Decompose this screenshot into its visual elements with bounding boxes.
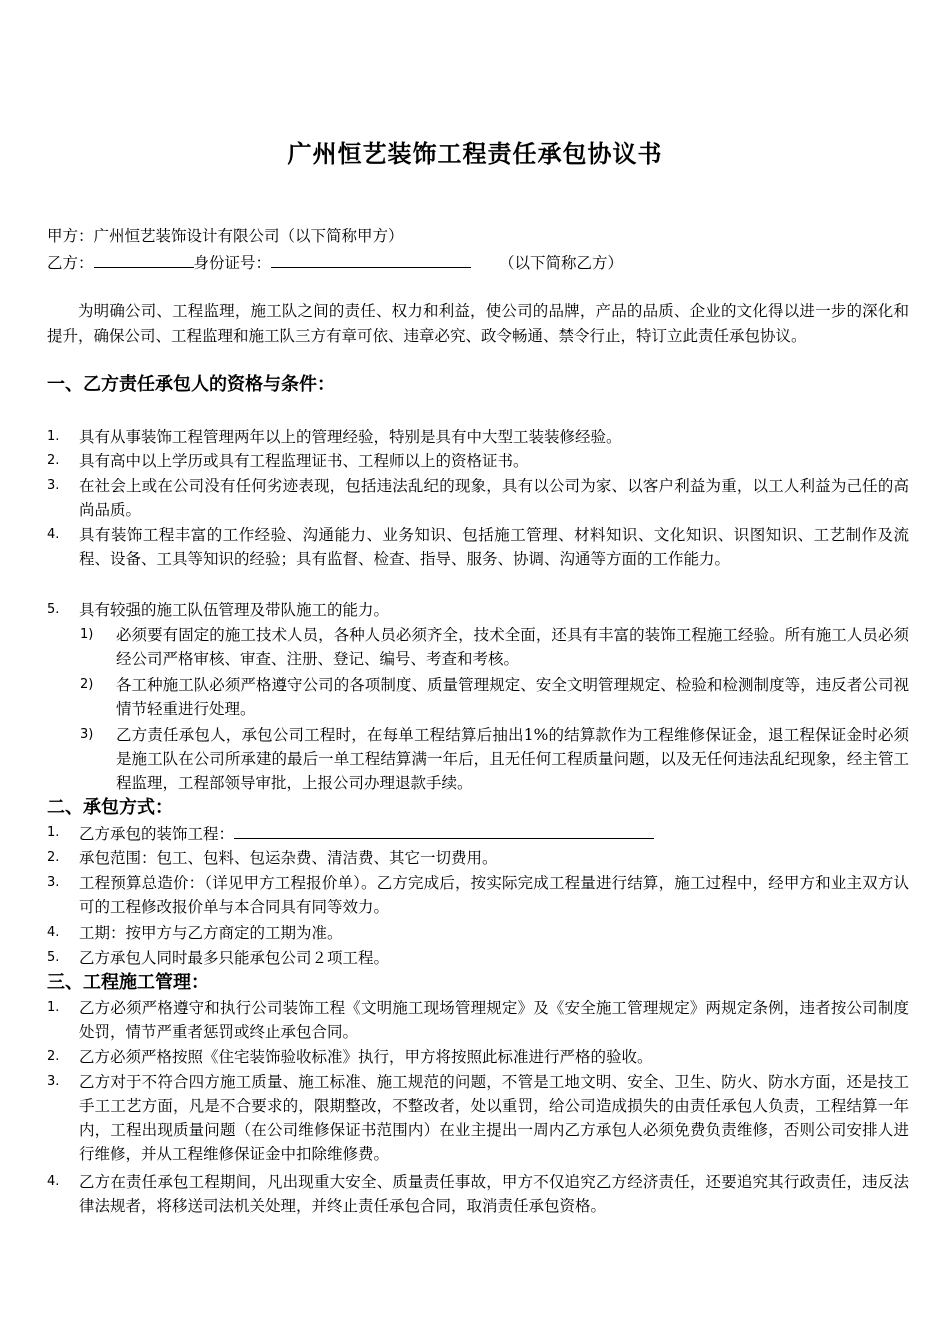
list-item: 5. 乙方承包人同时最多只能承包公司２项工程。 xyxy=(47,949,390,967)
sub-list-item: 3) 乙方责任承包人，承包公司工程时，在每单工程结算后抽出1%的结算款作为工程维修保证金，退工程保证金时必须是施工队在公司所承建的最后一单工程结算满一年后，且无任何工程质量问题，以及无任何违法乱纪现象，经主管工程监理，工程部领导审批，上报公司办理退款手续。 xyxy=(80,726,909,792)
section2-heading: 二、承包方式： xyxy=(47,797,173,818)
id-number-blank[interactable] xyxy=(271,250,471,268)
intro-paragraph: 为明确公司、工程监理，施工队之间的责任、权力和利益，使公司的品牌，产品的品质、企业的文化得以进一步的深化和提升，确保公司、工程监理和施工队三方有章可依、违章必究、政令畅通、禁令行止，特订立此责任承包协议。 xyxy=(47,302,909,345)
list-item: 1. 乙方必须严格遵守和执行公司装饰工程《文明施工现场管理规定》及《安全施工管理规定》两规定条例，违者按公司制度处罚，情节严重者惩罚或终止承包合同。 xyxy=(47,999,909,1041)
sub-list-item: 2) 各工种施工队必须严格遵守公司的各项制度、质量管理规定、安全文明管理规定、检验和检测制度等，违反者公司视情节轻重进行处理。 xyxy=(80,676,909,718)
list-item: 1. 乙方承包的装饰工程： xyxy=(47,821,909,846)
list-item: 2. 具有高中以上学历或具有工程监理证书、工程师以上的资格证书。 xyxy=(47,452,529,470)
party-b-suffix: （以下简称乙方） xyxy=(499,254,624,272)
section1-heading: 一、乙方责任承包人的资格与条件： xyxy=(47,374,335,395)
list-item: 1. 具有从事装饰工程管理两年以上的管理经验，特别是具有中大型工装装修经验。 xyxy=(47,428,622,446)
list-item: 4. 工期：按甲方与乙方商定的工期为准。 xyxy=(47,924,343,942)
list-item: 4. 乙方在责任承包工程期间，凡出现重大安全、质量责任事故，甲方不仅追究乙方经济责任，还要追究其行政责任，违反法律法规者，将移送司法机关处理，并终止责任承包合同，取消责任承包资格。 xyxy=(47,1173,909,1215)
id-number-label: 身份证号： xyxy=(193,254,272,272)
list-item: 2. 承包范围：包工、包料、包运杂费、清洁费、其它一切费用。 xyxy=(47,849,498,867)
party-a-line: 甲方：广州恒艺装饰设计有限公司（以下简称甲方） xyxy=(47,227,404,245)
list-item: 4. 具有装饰工程丰富的工作经验、沟通能力、业务知识、包括施工管理、材料知识、文化知识、识图知识、工艺制作及流程、设备、工具等知识的经验；具有监督、检查、指导、服务、协调、沟通等方面的工作能力。 xyxy=(47,526,909,568)
list-item: 3. 在社会上或在公司没有任何劣迹表现，包括违法乱纪的现象，具有以公司为家、以客户利益为重，以工人利益为己任的高尚品质。 xyxy=(47,477,909,519)
section3-heading: 三、工程施工管理： xyxy=(47,972,209,993)
party-b-line xyxy=(47,250,623,276)
document-title: 广州恒艺装饰工程责任承包协议书 xyxy=(287,140,663,168)
list-item: 2. 乙方必须严格按照《住宅装饰验收标准》执行，甲方将按照此标准进行严格的验收。 xyxy=(47,1048,653,1066)
list-item: 3. 工程预算总造价：（详见甲方工程报价单）。乙方完成后，按实际完成工程量进行结算，施工过程中，经甲方和业主双方认可的工程修改报价单与本合同具有同等效力。 xyxy=(47,874,909,916)
party-b-label: 乙方： xyxy=(47,254,94,272)
project-name-blank[interactable] xyxy=(234,821,654,839)
list-item: 3. 乙方对于不符合四方施工质量、施工标准、施工规范的问题，不管是工地文明、安全、卫生、防火、防水方面，还是技工手工工艺方面，凡是不合要求的，限期整改，不整改者，处以重罚，给公司造成损失的由责任承包人负责，工程结算一年内，工程出现质量问题（在公司维修保证书范围内）在业主提出一周内乙方承包人必须免费负责维修，否则公司安排人进行维修，并从工程维修保证金中扣除维修费。 xyxy=(47,1073,909,1163)
party-b-name-blank[interactable] xyxy=(94,250,194,268)
sub-list-item: 1) 必须要有固定的施工技术人员，各种人员必须齐全，技术全面，还具有丰富的装饰工程施工经验。所有施工人员必须经公司严格审核、审查、注册、登记、编号、考查和考核。 xyxy=(80,626,909,668)
list-item: 5. 具有较强的施工队伍管理及带队施工的能力。 xyxy=(47,601,390,619)
